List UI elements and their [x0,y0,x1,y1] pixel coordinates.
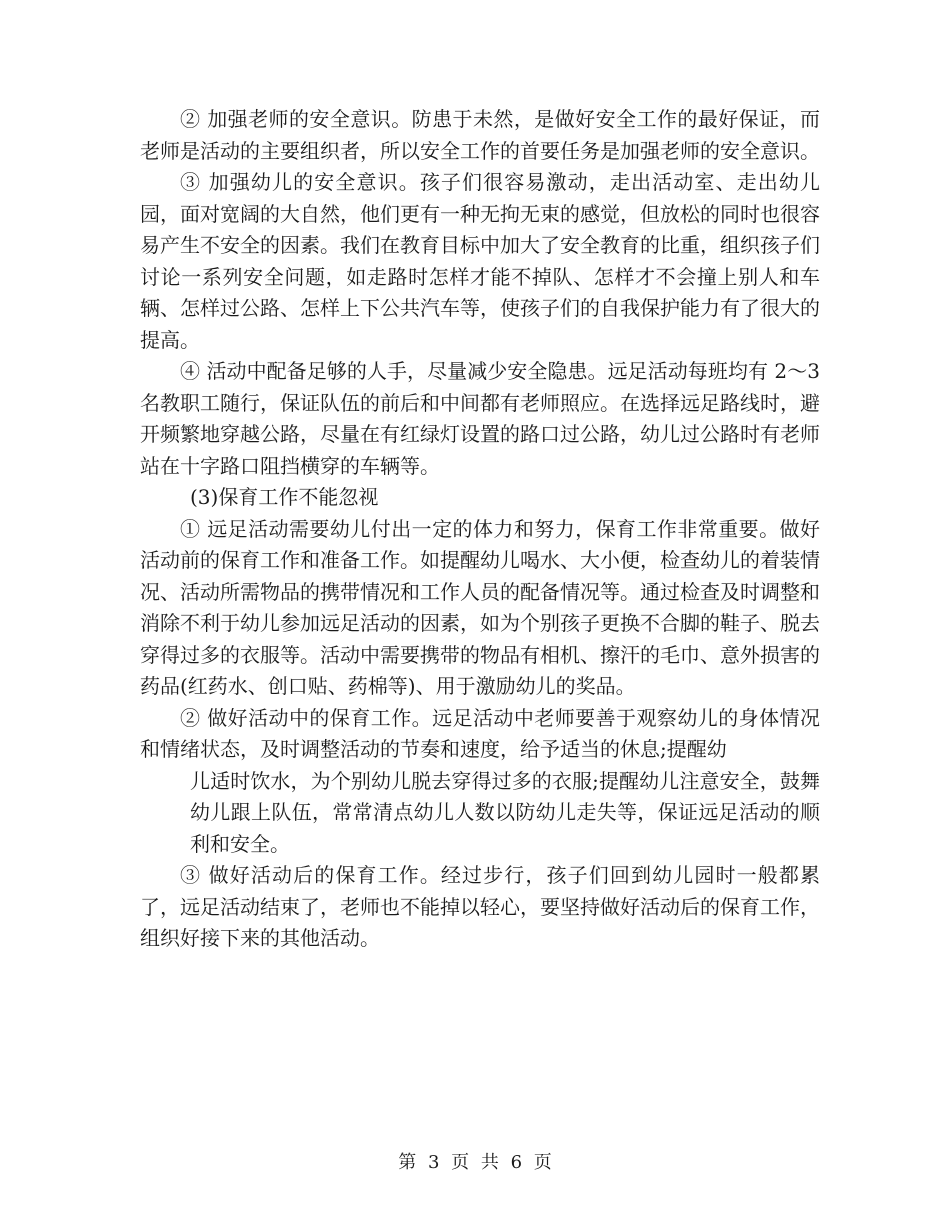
paragraph-after-activity: ③ 做好活动后的保育工作。经过步行，孩子们回到幼儿园时一般都累了，远足活动结束了，老师也不能掉以轻心，要坚持做好活动后的保育工作，组织好接下来的其他活动。 [140,863,820,950]
page-number-footer: 第 3 页 共 6 页 [398,1152,552,1173]
paragraph-before-activity: ① 远足活动需要幼儿付出一定的体力和努力，保育工作非常重要。做好活动前的保育工作和准备工作。如提醒幼儿喝水、大小便，检查幼儿的着装情况、活动所需物品的携带情况和工作人员的配备情况等。通过检查及时调整和消除不利于幼儿参加远足活动的因素，如为个别孩子更换不合脚的鞋子、脱去穿得过多的衣服等。活动中需要携带的物品有相机、擦汗的毛巾、意外损害的药品(红药水、创口贴、药棉等)、用于激励幼儿的奖品。 [140,516,820,698]
document-body [140,104,820,955]
paragraph-during-activity: ② 做好活动中的保育工作。远足活动中老师要善于观察幼儿的身体情况和情绪状态，及时调整活动的节奏和速度，给予适当的休息;提醒幼 [140,705,820,761]
paragraph-staffing: ④ 活动中配备足够的人手，尽量减少安全隐患。远足活动每班均有 2～3 名教职工随行，保证队伍的前后和中间都有老师照应。在选择远足路线时，避开频繁地穿越公路，尽量在有红绿灯设置的路口过公路，幼儿过公路时有老师站在十字路口阻挡横穿的车辆等。 [140,359,820,478]
paragraph-safety-children: ③ 加强幼儿的安全意识。孩子们很容易激动，走出活动室、走出幼儿园，面对宽阔的大自然，他们更有一种无拘无束的感觉，但放松的同时也很容易产生不安全的因素。我们在教育目标中加大了安全教育的比重，组织孩子们讨论一系列安全问题，如走路时怎样才能不掉队、怎样才不会撞上别人和车辆、怎样过公路、怎样上下公共汽车等，使孩子们的自我保护能力有了很大的提高。 [140,170,820,352]
paragraph-during-activity-continued: 儿适时饮水，为个别幼儿脱去穿得过多的衣服;提醒幼儿注意安全，鼓舞幼儿跟上队伍，常常清点幼儿人数以防幼儿走失等，保证远足活动的顺利和安全。 [190,768,820,856]
paragraph-safety-teachers: ② 加强老师的安全意识。防患于未然，是做好安全工作的最好保证，而老师是活动的主要组织者，所以安全工作的首要任务是加强老师的安全意识。 [140,107,820,163]
section-heading-childcare: (3)保育工作不能忽视 [190,485,379,509]
